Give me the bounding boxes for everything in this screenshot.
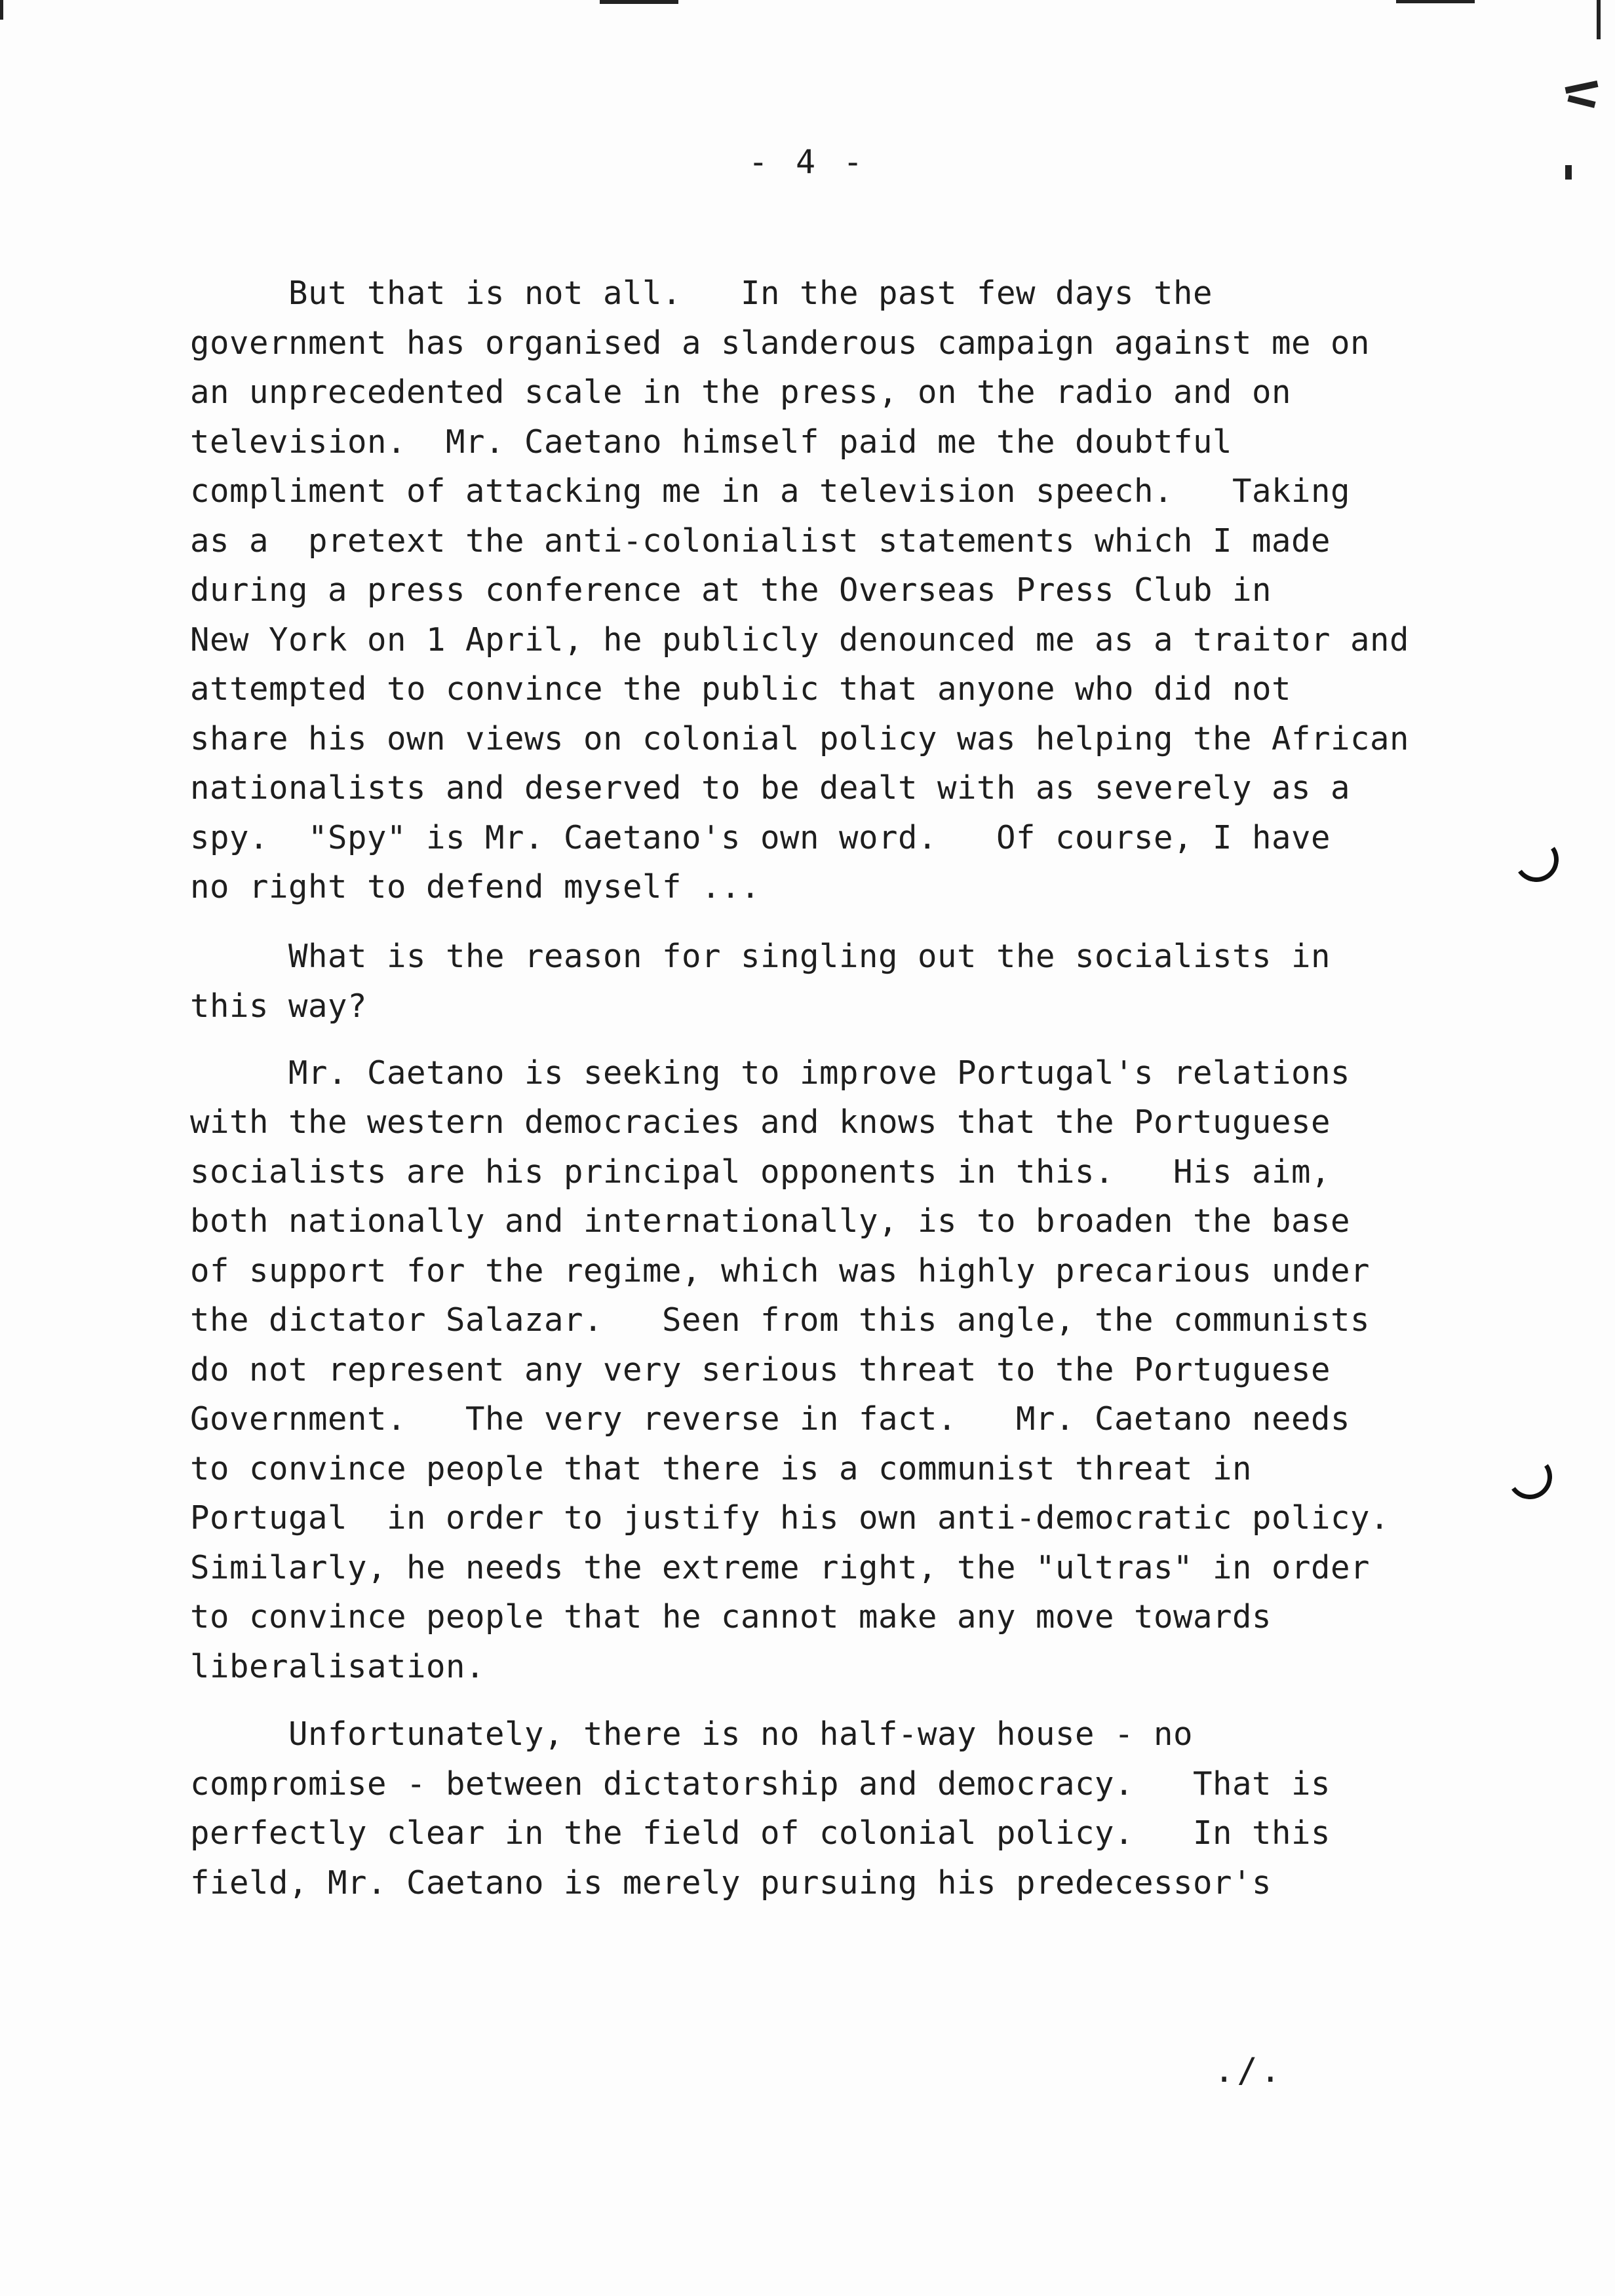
text-line: the dictator Salazar. Seen from this angle, the communists (190, 1301, 1371, 1339)
scan-mark (600, 0, 678, 4)
text-line: socialists are his principal opponents in this. His aim, (190, 1153, 1331, 1191)
text-line: this way? (190, 987, 368, 1025)
text-line: do not represent any very serious threat to the Portuguese (190, 1351, 1331, 1388)
text-line: during a press conference at the Overseas Press Club in (190, 571, 1272, 609)
text-line: compromise - between dictatorship and democracy. That is (190, 1765, 1331, 1803)
text-line: television. Mr. Caetano himself paid me the doubtful (190, 423, 1233, 461)
page-number: - 4 - (748, 143, 867, 181)
text-line: field, Mr. Caetano is merely pursuing his predecessor's (190, 1864, 1272, 1902)
text-line: nationalists and deserved to be dealt with as severely as a (190, 769, 1351, 807)
text-line: no right to defend myself ... (190, 868, 761, 906)
text-line: Mr. Caetano is seeking to improve Portugal's relations (190, 1054, 1351, 1092)
margin-pen-mark (1567, 95, 1595, 108)
text-line: What is the reason for singling out the socialists in (190, 938, 1331, 975)
text-line: Unfortunately, there is no half-way house - no (190, 1715, 1194, 1753)
text-line: to convince people that he cannot make any move towards (190, 1598, 1272, 1636)
text-line: government has organised a slanderous campaign against me on (190, 324, 1371, 362)
text-line: spy. "Spy" is Mr. Caetano's own word. Of course, I have (190, 819, 1331, 856)
text-line: of support for the regime, which was highly precarious under (190, 1252, 1371, 1290)
continuation-mark: ./. (1214, 2051, 1283, 2090)
text-line: New York on 1 April, he publicly denounced me as a traitor and (190, 621, 1410, 659)
scan-mark (1396, 0, 1475, 3)
margin-tick-mark (1504, 1451, 1556, 1503)
text-line: to convince people that there is a communist threat in (190, 1450, 1253, 1487)
text-line: Similarly, he needs the extreme right, the "ultras" in order (190, 1549, 1371, 1586)
scan-mark (0, 0, 3, 20)
text-line: Government. The very reverse in fact. Mr. Caetano needs (190, 1400, 1351, 1438)
text-line: liberalisation. (190, 1648, 486, 1685)
text-line: Portugal in order to justify his own anti-democratic policy. (190, 1499, 1390, 1537)
scan-mark (1597, 0, 1601, 39)
margin-pen-mark (1565, 81, 1599, 94)
text-line: both nationally and internationally, is to broaden the base (190, 1202, 1351, 1240)
text-line: an unprecedented scale in the press, on the radio and on (190, 373, 1292, 411)
text-line: But that is not all. In the past few days the (190, 275, 1213, 312)
text-line: with the western democracies and knows that the Portuguese (190, 1103, 1331, 1141)
margin-tick-mark (1511, 834, 1563, 886)
text-line: perfectly clear in the field of colonial policy. In this (190, 1814, 1331, 1852)
text-line: share his own views on colonial policy was helping the African (190, 720, 1410, 757)
text-line: compliment of attacking me in a television speech. Taking (190, 472, 1351, 510)
text-line: attempted to convince the public that anyone who did not (190, 670, 1292, 708)
text-line: as a pretext the anti-colonialist statements which I made (190, 522, 1331, 560)
